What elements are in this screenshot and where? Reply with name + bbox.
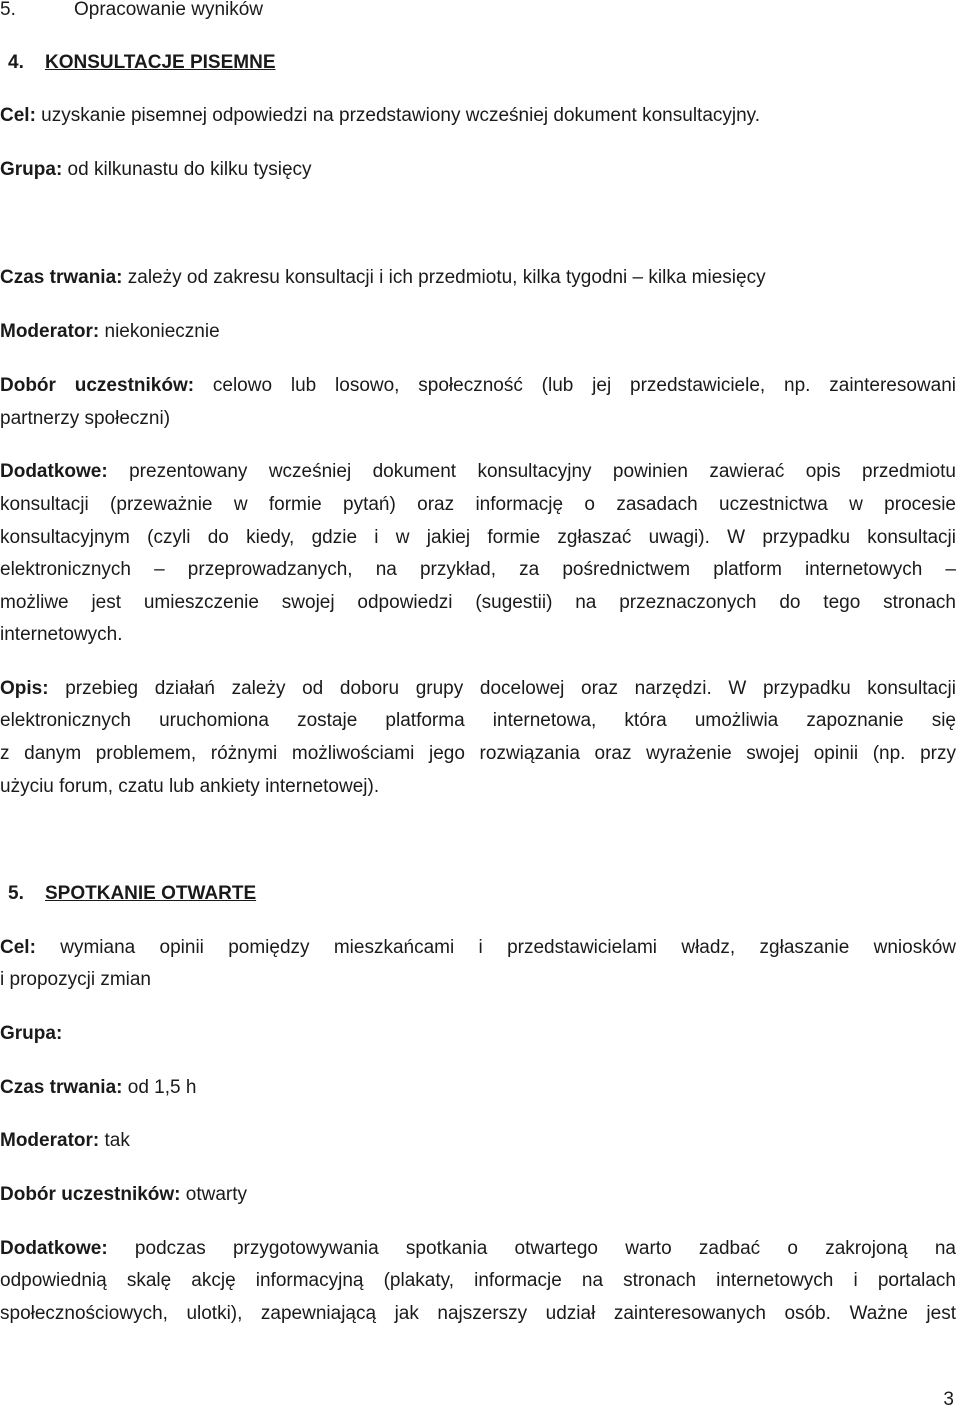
s4-dodatkowe-line-2: konsultacji (przeważnie w formie pytań) oraz informację o zasadach uczestnictwa w procesie [0,494,956,515]
section-4-title: KONSULTACJE PISEMNE [45,52,276,73]
s5-dobor-text: otwarty [180,1184,248,1205]
s4-dodatkowe-line-5: możliwe jest umieszczenie swojej odpowiedzi (sugestii) na przeznaczonych do tego stronach [0,592,956,613]
s5-cel-line-2: i propozycji zmian [0,969,151,990]
s4-opis-line-2: elektronicznych uruchomiona zostaje platforma internetowa, która umożliwia zapoznanie się [0,710,956,731]
s5-dobor-label: Dobór uczestników: [0,1184,181,1205]
s5-grupa-label: Grupa: [0,1023,63,1044]
s4-moderator-label: Moderator: [0,321,100,342]
s5-dodatkowe-label: Dodatkowe: [0,1238,108,1259]
s5-czas-label: Czas trwania: [0,1077,123,1098]
s4-moderator-text: niekoniecznie [99,321,220,342]
s4-dodatkowe-line-1 [0,460,956,484]
section-5-title: SPOTKANIE OTWARTE [45,883,257,904]
s5-moderator [0,1129,956,1153]
s4-grupa-text: od kilkunastu do kilku tysięcy [62,159,312,180]
s4-dodatkowe-line-6: internetowych. [0,624,123,645]
s4-dobor-line-2: partnerzy społeczni) [0,408,171,429]
section-5-heading [0,882,956,906]
s5-dobor [0,1183,956,1207]
s4-opis-line-3: z danym problemem, różnymi możliwościami jego rozwiązania oraz wyrażenie swojej opinii (np. przy [0,743,956,764]
s4-opis-line-4: użyciu forum, czatu lub ankiety internetowej). [0,776,380,797]
s4-opis-label: Opis: [0,678,49,699]
s4-dobor-line-1 [0,374,956,398]
header-title: Opracowanie wyników [74,0,264,20]
s4-dodatkowe-line-3: konsultacyjnym (czyli do kiedy, gdzie i w jakiej formie zgłaszać uwagi). W przypadku konsultacji [0,527,956,548]
s5-moderator-label: Moderator: [0,1130,100,1151]
s4-czas-text: zależy od zakresu konsultacji i ich przedmiotu, kilka tygodni – kilka miesięcy [122,267,766,288]
s4-cel [0,104,956,128]
s5-dodatkowe-text-1: podczas przygotowywania spotkania otwartego warto zadbać o zakrojoną na [107,1238,956,1259]
s4-cel-label: Cel: [0,105,36,126]
s4-czas [0,266,956,290]
s5-cel-label: Cel: [0,937,36,958]
s4-opis-text-1: przebieg działań zależy od doboru grupy docelowej oraz narzędzi. W przypadku konsultacji [48,678,956,699]
header-number: 5. [0,0,16,20]
s4-dobor-text-1: celowo lub losowo, społeczność (lub jej przedstawiciele, np. zainteresowani [194,375,956,396]
s5-moderator-text: tak [99,1130,130,1151]
page-number: 3 [943,1389,954,1410]
s4-dodatkowe-line-4: elektronicznych – przeprowadzanych, na przykład, za pośrednictwem platform internetowych – [0,559,956,580]
s4-dobor-label: Dobór uczestników: [0,375,195,396]
s4-cel-text: uzyskanie pisemnej odpowiedzi na przedstawiony wcześniej dokument konsultacyjny. [35,105,761,126]
running-header [0,0,263,22]
s4-dodatkowe-text-1: prezentowany wcześniej dokument konsultacyjny powinien zawierać opis przedmiotu [107,461,956,482]
section-5-number: 5. [8,883,24,904]
s5-grupa [0,1022,956,1046]
section-4-number: 4. [8,52,24,73]
s4-opis-line-1 [0,677,956,701]
s4-dodatkowe-label: Dodatkowe: [0,461,108,482]
s5-dodatkowe-line-3: społecznościowych, ulotki), zapewniającą jak najszerszy udział zainteresowanych osób. Ważne jest [0,1303,956,1324]
section-4-heading [0,51,956,75]
s5-dodatkowe-line-1 [0,1237,956,1261]
s4-moderator [0,320,956,344]
s5-cel-line-1 [0,936,956,960]
s4-czas-label: Czas trwania: [0,267,123,288]
s4-grupa-label: Grupa: [0,159,63,180]
s5-czas-text: od 1,5 h [122,1077,197,1098]
s5-dodatkowe-line-2: odpowiednią skalę akcję informacyjną (plakaty, informacje na stronach internetowych i portalach [0,1270,956,1291]
s5-cel-text-1: wymiana opinii pomiędzy mieszkańcami i przedstawicielami władz, zgłaszanie wniosków [35,937,956,958]
s4-grupa [0,158,956,182]
s5-czas [0,1076,956,1100]
